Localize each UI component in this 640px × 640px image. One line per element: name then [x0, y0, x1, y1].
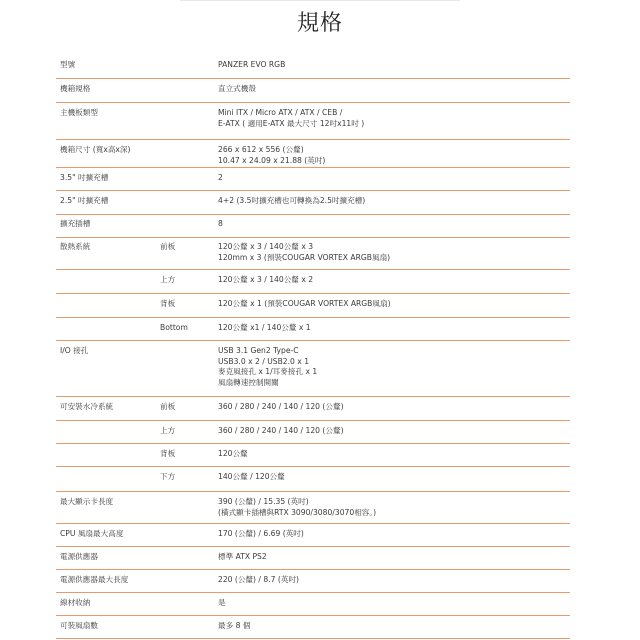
spec-value: 直立式機殼 [218, 84, 256, 93]
spec-label: 散熱系統 [60, 242, 91, 251]
spec-row [56, 523, 570, 547]
spec-value: E-ATX ( 適用E-ATX 最大尺寸 12吋x11吋 ) [218, 118, 365, 128]
page-title: 規格 [296, 11, 343, 36]
spec-row [56, 213, 570, 238]
spec-value: 2 [218, 173, 223, 182]
spec-value: 4+2 (3.5吋擴充槽也可轉換為2.5吋擴充槽) [218, 196, 366, 205]
spec-row [56, 615, 570, 639]
spec-value: 標準 ATX PS2 [218, 552, 267, 561]
spec-row [56, 420, 570, 444]
spec-label: 2.5" 吋擴充槽 [60, 196, 109, 205]
spec-label: 3.5" 吋擴充槽 [60, 173, 109, 182]
spec-sublabel: 背板 [160, 299, 176, 308]
spec-label: 最大顯示卡長度 [60, 497, 114, 506]
spec-label: 型號 [60, 60, 76, 69]
spec-row [56, 139, 570, 168]
spec-row [56, 293, 570, 318]
spec-row [56, 592, 570, 616]
spec-row [56, 102, 570, 140]
spec-value: PANZER EVO RGB [218, 60, 286, 69]
spec-value: 8 [218, 219, 223, 228]
spec-row [56, 78, 570, 103]
spec-value: 360 / 280 / 240 / 140 / 120 (公釐) [218, 426, 344, 435]
spec-label: 電源供應器 [60, 552, 98, 561]
spec-value: USB3.0 x 2 / USB2.0 x 1 [218, 356, 310, 366]
spec-value: 360 / 280 / 240 / 140 / 120 (公釐) [218, 402, 344, 411]
top-divider [180, 0, 460, 1]
spec-label: 可裝風扇數 [60, 621, 98, 630]
spec-row [56, 466, 570, 492]
spec-label: I/O 接孔 [60, 346, 89, 355]
spec-sublabel: 上方 [160, 275, 176, 284]
spec-value: 220 (公釐) / 8.7 (英吋) [218, 575, 300, 584]
spec-value: 266 x 612 x 556 (公釐) [218, 145, 304, 154]
spec-row [56, 190, 570, 215]
spec-value: 120公釐 x 3 / 140公釐 x 2 [218, 275, 314, 284]
spec-row [56, 236, 570, 270]
spec-sublabel: Bottom [160, 323, 188, 332]
spec-row [56, 396, 570, 421]
spec-sublabel: 上方 [160, 426, 176, 435]
spec-value: 120公釐 x 3 / 140公釐 x 3 [218, 242, 314, 251]
spec-value: 170 (公釐) / 6.69 (英吋) [218, 529, 304, 538]
spec-row [56, 569, 570, 593]
spec-value: 10.47 x 24.09 x 21.88 (英吋) [218, 155, 326, 165]
spec-value: 是 [218, 598, 226, 607]
spec-value: 120公釐 x 1 (預裝COUGAR VORTEX ARGB風扇) [218, 299, 391, 308]
spec-row [56, 491, 570, 524]
spec-label: 可安裝水冷系統 [60, 402, 114, 411]
spec-value: 120公釐 x1 / 140公釐 x 1 [218, 323, 311, 332]
spec-value: 麥克風接孔 x 1/耳麥接孔 x 1 [218, 367, 318, 376]
spec-value: USB 3.1 Gen2 Type-C [218, 346, 299, 355]
spec-row [56, 167, 570, 191]
spec-row [56, 269, 570, 294]
spec-label: 線材收納 [60, 598, 91, 607]
spec-value: 390 (公釐) / 15.35 (英吋) [218, 497, 309, 506]
spec-value: 120mm x 3 (預裝COUGAR VORTEX ARGB風扇) [218, 252, 391, 262]
spec-sublabel: 前板 [160, 402, 176, 411]
spec-row [56, 340, 570, 397]
spec-label: 電源供應器最大長度 [60, 575, 129, 584]
spec-label: 機箱規格 [60, 84, 91, 93]
spec-value: 140公釐 / 120公釐 [218, 472, 285, 481]
spec-label: 擴充插槽 [60, 219, 91, 228]
spec-sublabel: 下方 [160, 472, 176, 481]
spec-label: 機箱尺寸 (寬x高x深) [60, 145, 131, 154]
spec-value: 120公釐 [218, 449, 248, 458]
spec-row [56, 546, 570, 570]
spec-label: CPU 風扇最大高度 [60, 529, 124, 538]
spec-sublabel: 前板 [160, 242, 176, 251]
spec-value: 風扇轉速控制開關 [218, 377, 279, 387]
spec-label: 主機板類型 [60, 108, 98, 117]
spec-sublabel: 背板 [160, 449, 176, 458]
spec-row [56, 443, 570, 467]
spec-value: Mini ITX / Micro ATX / ATX / CEB / [218, 108, 343, 117]
spec-value: 最多 8 個 [218, 621, 251, 630]
spec-row [56, 54, 570, 79]
spec-row [56, 317, 570, 341]
spec-value: (橫式顯卡插槽與RTX 3090/3080/3070相容。) [218, 507, 377, 517]
